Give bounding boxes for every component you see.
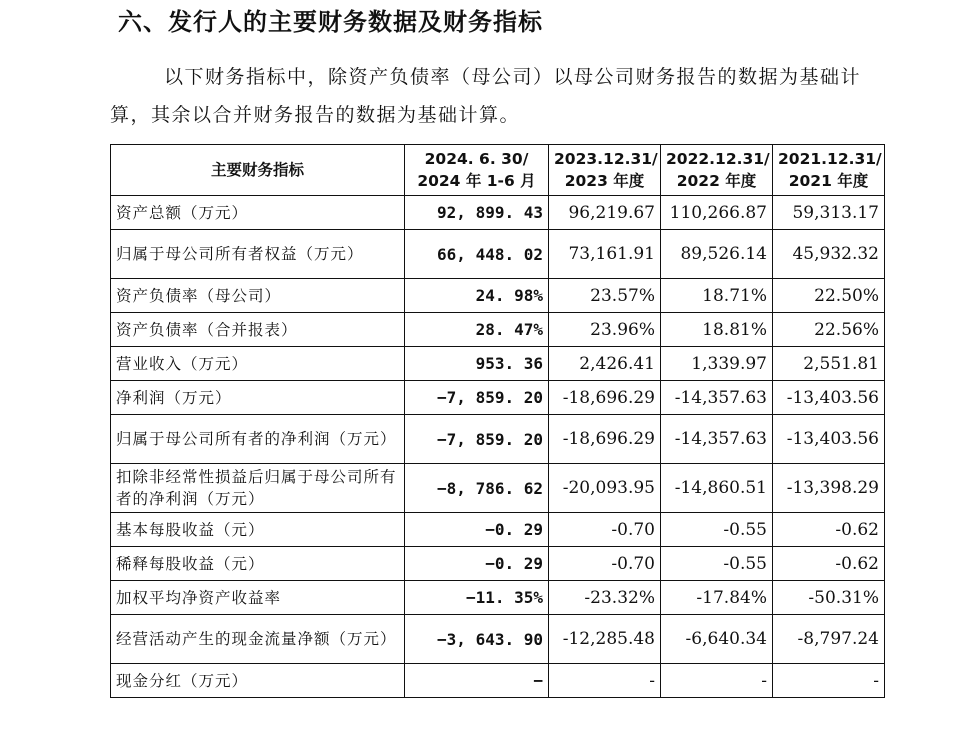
- value-cell: -0.70: [549, 513, 661, 547]
- table-row: [111, 230, 885, 279]
- value-cell: -14,357.63: [661, 381, 773, 415]
- value-cell: 18.71%: [661, 279, 773, 313]
- value-cell: 22.50%: [773, 279, 885, 313]
- value-cell: −0. 29: [405, 547, 549, 581]
- table-body: [111, 196, 885, 698]
- header-2024h1: 2024. 6. 30/ 2024 年 1-6 月: [405, 145, 549, 196]
- value-cell: -: [661, 664, 773, 698]
- value-cell: 45,932.32: [773, 230, 885, 279]
- value-cell: 23.57%: [549, 279, 661, 313]
- value-cell: −: [405, 664, 549, 698]
- value-cell: -0.70: [549, 547, 661, 581]
- value-cell: -14,860.51: [661, 464, 773, 513]
- row-label: 营业收入（万元）: [111, 347, 405, 381]
- table-row: [111, 415, 885, 464]
- value-cell: 66, 448. 02: [405, 230, 549, 279]
- value-cell: -18,696.29: [549, 381, 661, 415]
- header-indicator: 主要财务指标: [111, 145, 405, 196]
- value-cell: -0.55: [661, 547, 773, 581]
- value-cell: -: [549, 664, 661, 698]
- value-cell: -50.31%: [773, 581, 885, 615]
- value-cell: -0.62: [773, 513, 885, 547]
- row-label: 归属于母公司所有者权益（万元）: [111, 230, 405, 279]
- financial-indicators-table: [110, 144, 885, 698]
- value-cell: -: [773, 664, 885, 698]
- value-cell: 73,161.91: [549, 230, 661, 279]
- value-cell: −7, 859. 20: [405, 381, 549, 415]
- table-row: [111, 664, 885, 698]
- value-cell: -13,403.56: [773, 381, 885, 415]
- row-label: 资产负债率（合并报表）: [111, 313, 405, 347]
- value-cell: −0. 29: [405, 513, 549, 547]
- header-2023: 2023.12.31/ 2023 年度: [549, 145, 661, 196]
- table-row: [111, 279, 885, 313]
- value-cell: −3, 643. 90: [405, 615, 549, 664]
- value-cell: -20,093.95: [549, 464, 661, 513]
- section-title: 六、发行人的主要财务数据及财务指标: [118, 8, 543, 36]
- value-cell: -12,285.48: [549, 615, 661, 664]
- value-cell: -0.55: [661, 513, 773, 547]
- value-cell: 59,313.17: [773, 196, 885, 230]
- value-cell: -13,398.29: [773, 464, 885, 513]
- value-cell: -17.84%: [661, 581, 773, 615]
- row-label: 稀释每股收益（元）: [111, 547, 405, 581]
- value-cell: 96,219.67: [549, 196, 661, 230]
- value-cell: -8,797.24: [773, 615, 885, 664]
- row-label: 资产总额（万元）: [111, 196, 405, 230]
- value-cell: 89,526.14: [661, 230, 773, 279]
- table-row: [111, 313, 885, 347]
- row-label: 加权平均净资产收益率: [111, 581, 405, 615]
- table-row: [111, 581, 885, 615]
- table-row: [111, 196, 885, 230]
- value-cell: -0.62: [773, 547, 885, 581]
- row-label: 净利润（万元）: [111, 381, 405, 415]
- table-row: [111, 347, 885, 381]
- value-cell: 22.56%: [773, 313, 885, 347]
- value-cell: 2,551.81: [773, 347, 885, 381]
- table-header-row: [111, 145, 885, 196]
- value-cell: -14,357.63: [661, 415, 773, 464]
- value-cell: 28. 47%: [405, 313, 549, 347]
- value-cell: -13,403.56: [773, 415, 885, 464]
- value-cell: −8, 786. 62: [405, 464, 549, 513]
- row-label: 资产负债率（母公司）: [111, 279, 405, 313]
- value-cell: 92, 899. 43: [405, 196, 549, 230]
- value-cell: -23.32%: [549, 581, 661, 615]
- value-cell: -6,640.34: [661, 615, 773, 664]
- table-row: [111, 547, 885, 581]
- row-label: 归属于母公司所有者的净利润（万元）: [111, 415, 405, 464]
- table-row: [111, 464, 885, 513]
- value-cell: 110,266.87: [661, 196, 773, 230]
- value-cell: 24. 98%: [405, 279, 549, 313]
- value-cell: -18,696.29: [549, 415, 661, 464]
- table-row: [111, 513, 885, 547]
- value-cell: 18.81%: [661, 313, 773, 347]
- row-label: 扣除非经常性损益后归属于母公司所有者的净利润（万元）: [111, 464, 405, 513]
- intro-paragraph: 以下财务指标中，除资产负债率（母公司）以母公司财务报告的数据为基础计算，其余以合并财务报告的数据为基础计算。: [110, 66, 862, 126]
- header-2022: 2022.12.31/ 2022 年度: [661, 145, 773, 196]
- value-cell: −11. 35%: [405, 581, 549, 615]
- row-label: 基本每股收益（元）: [111, 513, 405, 547]
- table-row: [111, 615, 885, 664]
- value-cell: −7, 859. 20: [405, 415, 549, 464]
- value-cell: 2,426.41: [549, 347, 661, 381]
- row-label: 经营活动产生的现金流量净额（万元）: [111, 615, 405, 664]
- value-cell: 23.96%: [549, 313, 661, 347]
- table-row: [111, 381, 885, 415]
- value-cell: 1,339.97: [661, 347, 773, 381]
- value-cell: 953. 36: [405, 347, 549, 381]
- row-label: 现金分红（万元）: [111, 664, 405, 698]
- header-2021: 2021.12.31/ 2021 年度: [773, 145, 885, 196]
